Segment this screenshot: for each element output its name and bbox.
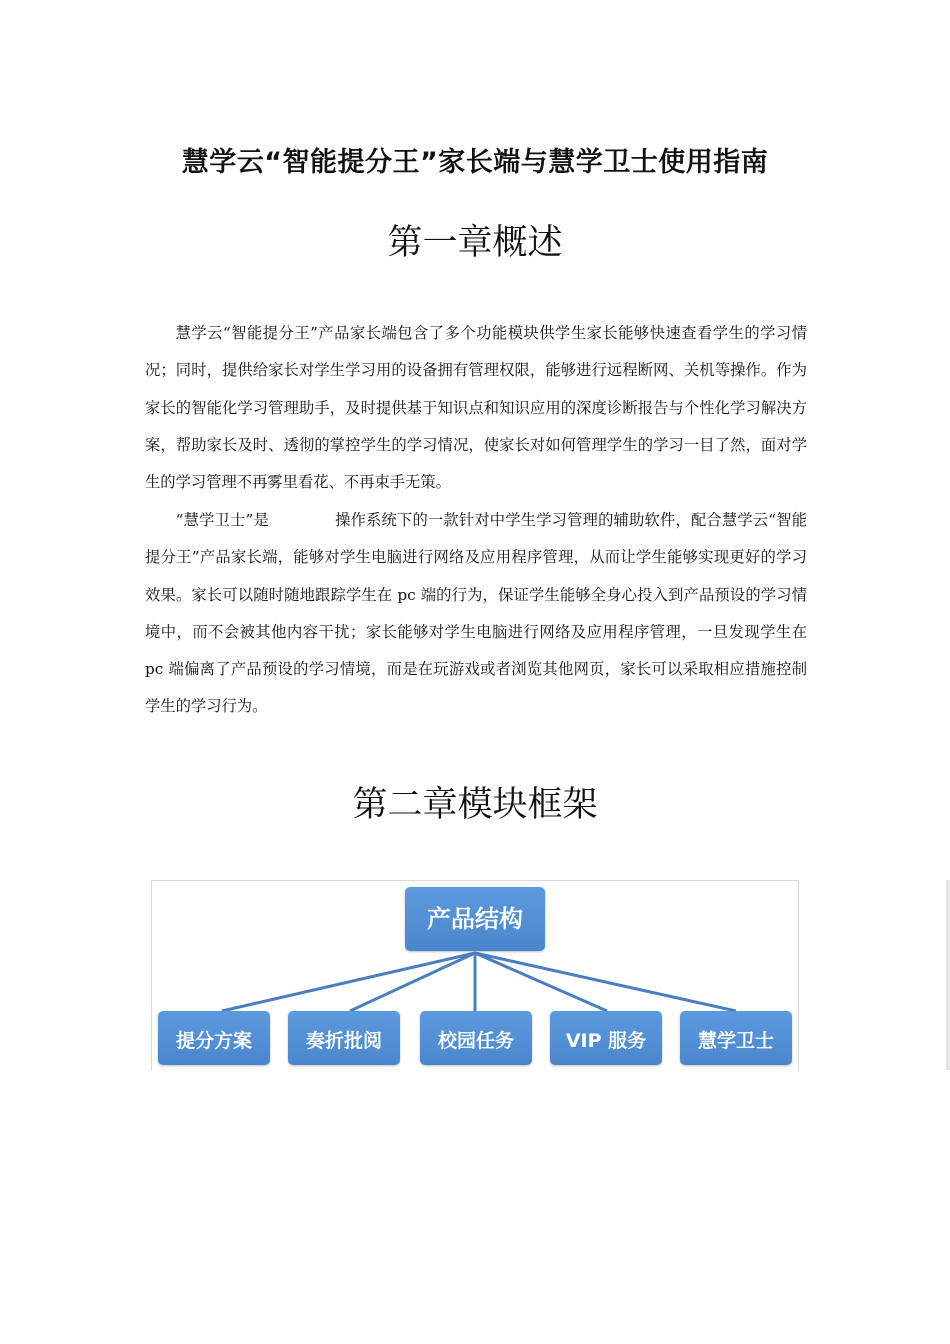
diagram-node-score-plan: 提分方案 <box>158 1011 270 1065</box>
paragraph-2-lead: “慧学卫士”是 <box>175 511 269 529</box>
diagram-node-huixue-guard: 慧学卫士 <box>680 1011 792 1065</box>
chapter-1-heading: 第一章概述 <box>387 223 563 263</box>
diagram-node-vip-service: VIP 服务 <box>550 1011 662 1065</box>
diagram-node-memorial-review: 奏折批阅 <box>288 1011 400 1065</box>
page-edge-shadow <box>946 880 950 1070</box>
paragraph-2-body: 操作系统下的一款针对中学生学习管理的辅助软件，配合慧学云“智能提分王”产品家长端，能够对学生电脑进行网络及应用程序管理，从而让学生能够实现更好的学习效果。家长可以随时随地跟踪学生在 pc 端的行为，保证学生能够全身心投入到产品预设的学习情境中，而不会被其他内容干扰；家长能够对学生电脑进行网络及应用程序管理，一旦发现学生在 pc 端偏离了产品预设的学习情境，而是在玩游戏或者浏览其他网页，家长可以采取相应措施控制学生的学习行为。 <box>145 511 807 716</box>
diagram-root-node: 产品结构 <box>405 887 545 951</box>
connector-line <box>475 953 736 1011</box>
connector-line <box>475 953 607 1011</box>
connector-line <box>350 953 475 1011</box>
diagram-node-campus-tasks: 校园任务 <box>420 1011 532 1065</box>
document-title: 慧学云“智能提分王”家长端与慧学卫士使用指南 <box>181 147 769 178</box>
module-framework-diagram <box>151 880 799 1071</box>
overview-paragraph-1: 慧学云“智能提分王”产品家长端包含了多个功能模块供学生家长能够快速查看学生的学习情况；同时，提供给家长对学生学习用的设备拥有管理权限，能够进行远程断网、关机等操作。作为家长的智能化学习管理助手，及时提供基于知识点和知识应用的深度诊断报告与个性化学习解决方案，帮助家长及时、透彻的掌控学生的学习情况，使家长对如何管理学生的学习一目了然，面对学生的学习管理不再雾里看花、不再束手无策。 <box>145 324 807 492</box>
connector-line <box>222 953 475 1011</box>
overview-paragraph-2 <box>145 502 807 726</box>
chapter-2-heading: 第二章模块框架 <box>352 785 598 825</box>
